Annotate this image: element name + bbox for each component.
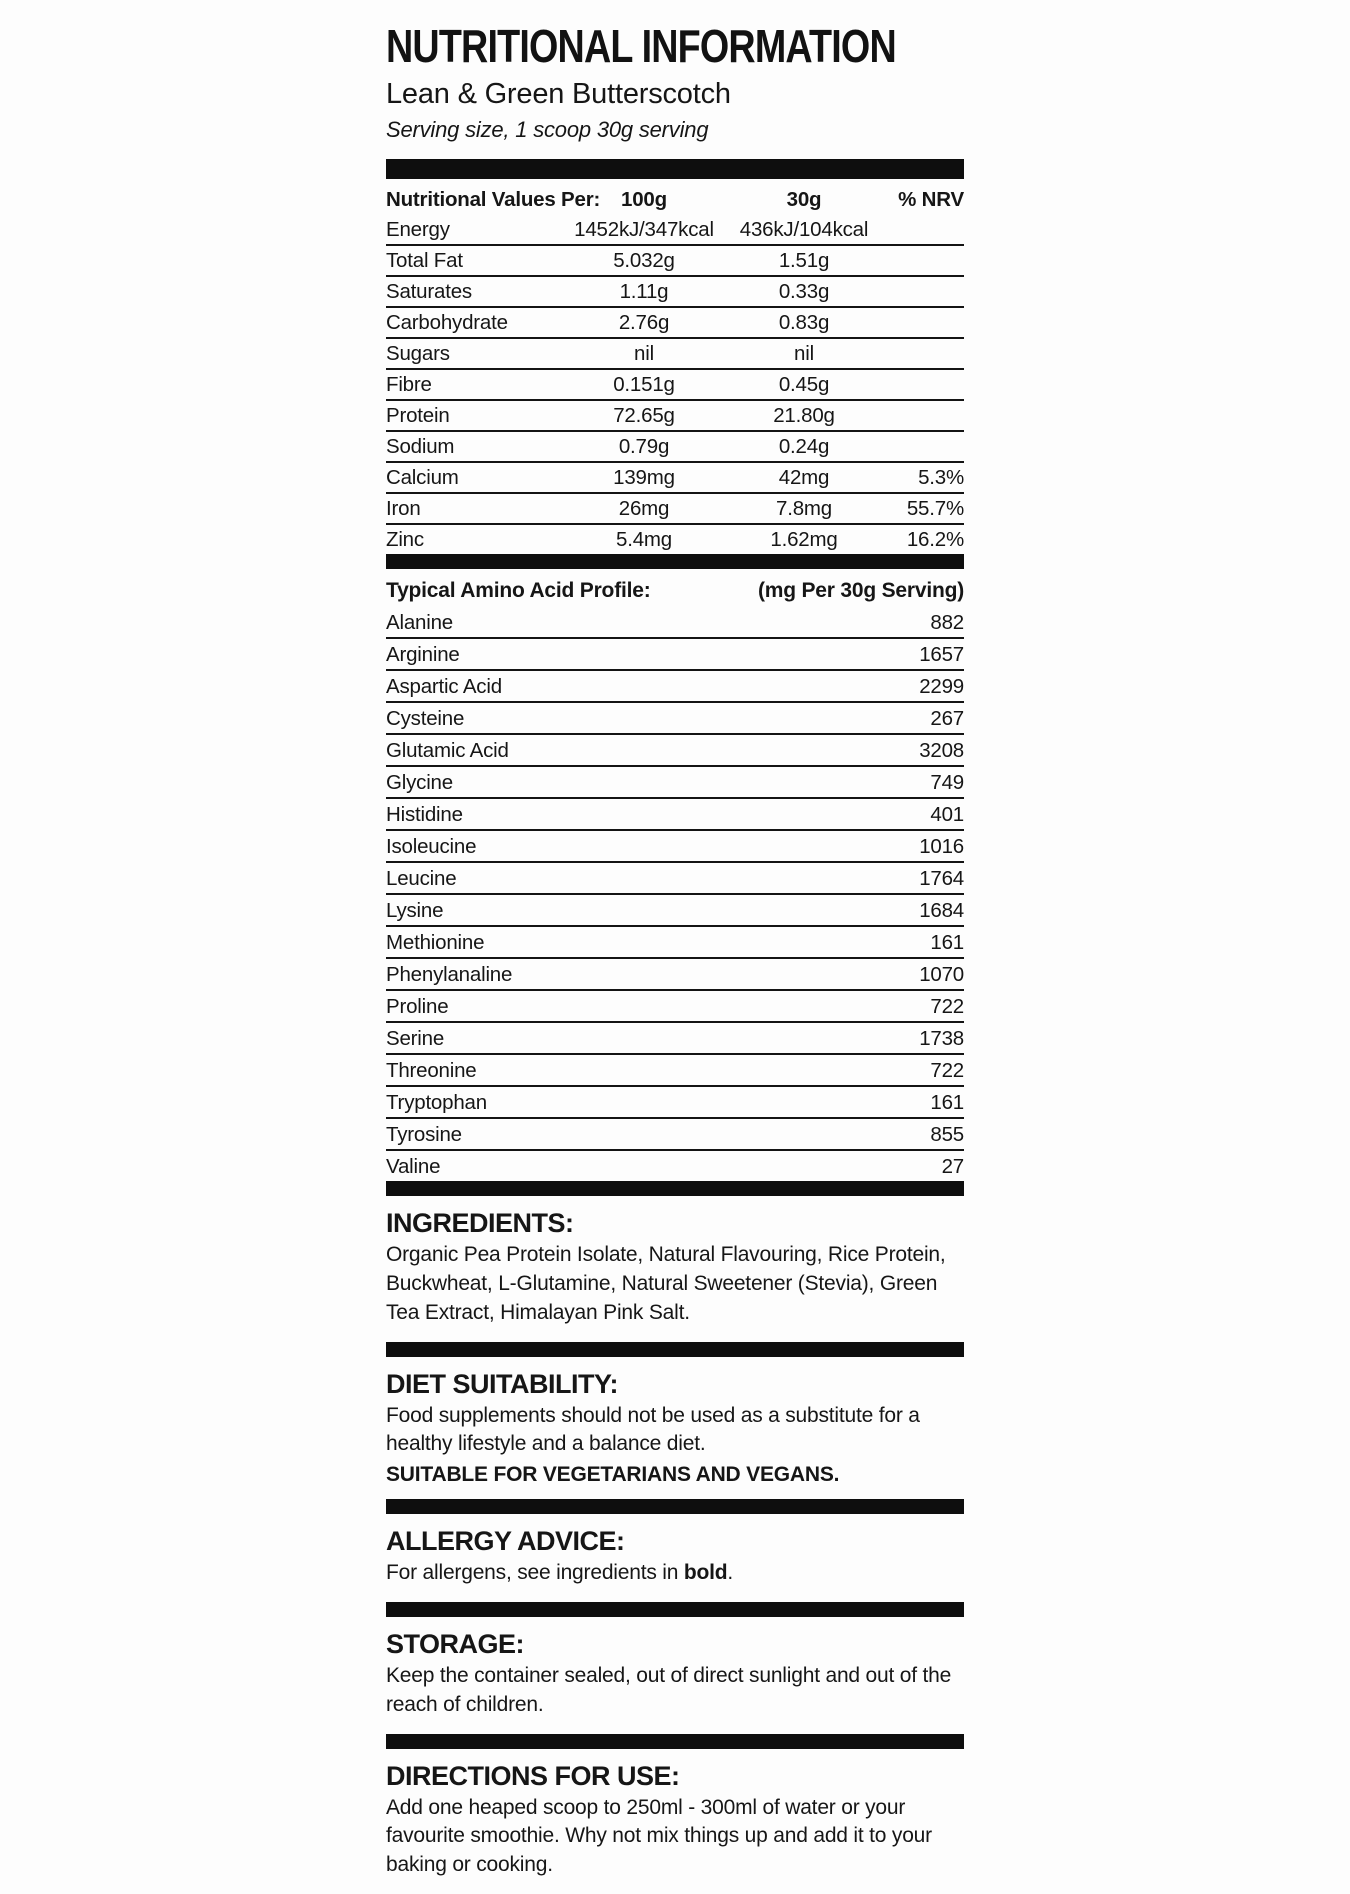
- amino-table-title: Typical Amino Acid Profile:: [386, 579, 651, 603]
- row-label: Protein: [386, 404, 450, 428]
- table-row-zinc: [386, 525, 964, 554]
- row-value-100g: 0.151g: [613, 373, 675, 397]
- row-label: Alanine: [386, 611, 453, 635]
- row-value: 1070: [919, 963, 964, 987]
- nutrition-table: [386, 179, 964, 554]
- row-value: 1657: [919, 643, 964, 667]
- allergy-advice-heading: ALLERGY ADVICE:: [386, 1526, 625, 1557]
- table-row-methionine: [386, 927, 964, 959]
- storage-text: Keep the container sealed, out of direct sunlight and out of the reach of children.: [386, 1663, 952, 1716]
- row-value: 882: [930, 611, 964, 635]
- row-value: 267: [930, 707, 964, 731]
- table-row-total-fat: [386, 246, 964, 277]
- table-row-serine: [386, 1023, 964, 1055]
- label-sheet: [386, 0, 964, 1894]
- row-value-30g: 0.33g: [778, 280, 830, 304]
- row-label: Sugars: [386, 342, 450, 366]
- table-row-calcium: [386, 463, 964, 494]
- row-label: Leucine: [386, 867, 457, 891]
- table-row-aspartic-acid: [386, 671, 964, 703]
- row-value: 1684: [919, 899, 964, 923]
- directions-text: Add one heaped scoop to 250ml - 300ml of water or your favourite smoothie. Why not mix things up and add it to your baking or cooking.: [386, 1795, 932, 1877]
- row-value-100g: 26mg: [618, 497, 670, 521]
- row-value-100g: 5.032g: [613, 249, 675, 273]
- row-label: Carbohydrate: [386, 311, 508, 335]
- row-value-30g: 1.51g: [778, 249, 830, 273]
- row-label: Total Fat: [386, 249, 463, 273]
- section-divider-bar: [386, 554, 964, 569]
- allergy-text-bold-word: bold: [683, 1561, 728, 1585]
- table-row-sugars: [386, 339, 964, 370]
- table-row-carbohydrate: [386, 308, 964, 339]
- row-label: Iron: [386, 497, 421, 521]
- row-value-30g: 436kJ/104kcal: [739, 218, 869, 242]
- ingredients-heading: INGREDIENTS:: [386, 1208, 574, 1239]
- column-header-values-per: Nutritional Values Per:: [386, 188, 601, 212]
- table-row-phenylanaline: [386, 959, 964, 991]
- nutrition-table-header: [386, 179, 964, 215]
- row-value: 722: [930, 1059, 964, 1083]
- diet-suitability-heading: DIET SUITABILITY:: [386, 1368, 618, 1399]
- row-value-100g: 1.11g: [619, 280, 669, 304]
- row-value: 161: [930, 1091, 964, 1115]
- table-row-threonine: [386, 1055, 964, 1087]
- row-value: 1738: [919, 1027, 964, 1051]
- table-row-valine: [386, 1151, 964, 1181]
- section-divider-bar: [386, 1342, 964, 1357]
- allergy-text-prefix: For allergens, see ingredients in: [386, 1561, 684, 1585]
- column-header-100g: 100g: [621, 188, 667, 212]
- table-row-saturates: [386, 277, 964, 308]
- row-label: Glutamic Acid: [386, 739, 509, 763]
- table-row-isoleucine: [386, 831, 964, 863]
- row-value-100g: 139mg: [613, 466, 675, 490]
- table-row-leucine: [386, 863, 964, 895]
- row-value-100g: nil: [634, 342, 654, 366]
- page-title: NUTRITIONAL INFORMATION: [386, 20, 896, 72]
- table-row-tryptophan: [386, 1087, 964, 1119]
- row-value-nrv: 55.7%: [906, 497, 964, 521]
- row-label: Calcium: [386, 466, 459, 490]
- row-value: 855: [930, 1123, 964, 1147]
- row-value: 1016: [919, 835, 964, 859]
- row-value: 722: [930, 995, 964, 1019]
- section-divider-bar: [386, 1734, 964, 1749]
- storage-section: [386, 1617, 964, 1734]
- row-value-30g: 21.80g: [773, 404, 835, 428]
- diet-suitability-text: Food supplements should not be used as a substitute for a healthy lifestyle and a balance diet.: [386, 1403, 920, 1456]
- table-row-cysteine: [386, 703, 964, 735]
- table-row-tyrosine: [386, 1119, 964, 1151]
- row-label: Phenylanaline: [386, 963, 513, 987]
- row-value-30g: 7.8mg: [776, 497, 832, 521]
- row-value-100g: 72.65g: [613, 404, 675, 428]
- amino-table-header: [386, 569, 964, 607]
- row-value: 1764: [919, 867, 964, 891]
- table-row-sodium: [386, 432, 964, 463]
- row-value-100g: 2.76g: [618, 311, 670, 335]
- section-divider-bar: [386, 1499, 964, 1514]
- row-label: Threonine: [386, 1059, 477, 1083]
- row-label: Energy: [386, 218, 450, 242]
- amino-acid-table: [386, 569, 964, 1181]
- row-value-30g: 1.62mg: [770, 528, 838, 552]
- row-label: Arginine: [386, 643, 460, 667]
- row-label: Histidine: [386, 803, 463, 827]
- section-divider-bar: [386, 159, 964, 179]
- row-label: Lysine: [386, 899, 444, 923]
- table-row-proline: [386, 991, 964, 1023]
- row-value: 749: [930, 771, 964, 795]
- allergy-advice-text: [386, 1559, 964, 1588]
- directions-section: [386, 1749, 964, 1894]
- row-value-nrv: 16.2%: [906, 528, 964, 552]
- table-row-lysine: [386, 895, 964, 927]
- row-label: Cysteine: [386, 707, 465, 731]
- row-label: Valine: [386, 1155, 441, 1179]
- row-value-30g: 42mg: [778, 466, 830, 490]
- row-label: Tryptophan: [386, 1091, 487, 1115]
- column-header-30g: 30g: [786, 188, 822, 212]
- allergy-advice-section: [386, 1514, 964, 1602]
- amino-table-unit: (mg Per 30g Serving): [757, 579, 964, 603]
- row-value: 27: [941, 1155, 964, 1179]
- row-value: 401: [930, 803, 964, 827]
- section-divider-bar: [386, 1602, 964, 1617]
- table-row-iron: [386, 494, 964, 525]
- row-label: Aspartic Acid: [386, 675, 502, 699]
- table-row-energy: [386, 215, 964, 246]
- row-label: Proline: [386, 995, 449, 1019]
- row-value-30g: 0.83g: [778, 311, 830, 335]
- vegetarian-vegan-note: SUITABLE FOR VEGETARIANS AND VEGANS.: [386, 1463, 840, 1487]
- ingredients-text: Organic Pea Protein Isolate, Natural Flavouring, Rice Protein, Buckwheat, L-Glutamine, Natural Sweetener (Stevia), Green Tea Extract, Himalayan Pink Salt.: [386, 1243, 946, 1324]
- row-value: 3208: [919, 739, 964, 763]
- section-divider-bar: [386, 1181, 964, 1196]
- row-label: Fibre: [386, 373, 432, 397]
- storage-heading: STORAGE:: [386, 1628, 525, 1659]
- row-value-100g: 0.79g: [618, 435, 670, 459]
- row-label: Glycine: [386, 771, 453, 795]
- serving-size-note: Serving size, 1 scoop 30g serving: [386, 117, 709, 143]
- ingredients-section: [386, 1196, 964, 1341]
- row-label: Zinc: [386, 528, 424, 552]
- row-label: Saturates: [386, 280, 472, 304]
- table-row-alanine: [386, 607, 964, 639]
- row-value-30g: 0.45g: [778, 373, 830, 397]
- table-row-glutamic-acid: [386, 735, 964, 767]
- diet-suitability-section: [386, 1357, 964, 1500]
- row-label: Serine: [386, 1027, 445, 1051]
- table-row-histidine: [386, 799, 964, 831]
- allergy-text-suffix: .: [727, 1561, 734, 1585]
- table-row-fibre: [386, 370, 964, 401]
- row-value: 161: [930, 931, 964, 955]
- row-value-30g: nil: [794, 342, 814, 366]
- table-row-glycine: [386, 767, 964, 799]
- row-value-30g: 0.24g: [778, 435, 830, 459]
- row-value-100g: 5.4mg: [616, 528, 672, 552]
- row-label: Methionine: [386, 931, 485, 955]
- product-name: Lean & Green Butterscotch: [386, 78, 731, 111]
- table-row-arginine: [386, 639, 964, 671]
- row-label: Sodium: [386, 435, 455, 459]
- row-label: Tyrosine: [386, 1123, 462, 1147]
- row-label: Isoleucine: [386, 835, 477, 859]
- table-row-protein: [386, 401, 964, 432]
- directions-heading: DIRECTIONS FOR USE:: [386, 1760, 680, 1791]
- column-header-nrv: % NRV: [898, 188, 964, 212]
- row-value: 2299: [919, 675, 964, 699]
- row-value-nrv: 5.3%: [918, 466, 964, 490]
- row-value-100g: 1452kJ/347kcal: [574, 218, 714, 242]
